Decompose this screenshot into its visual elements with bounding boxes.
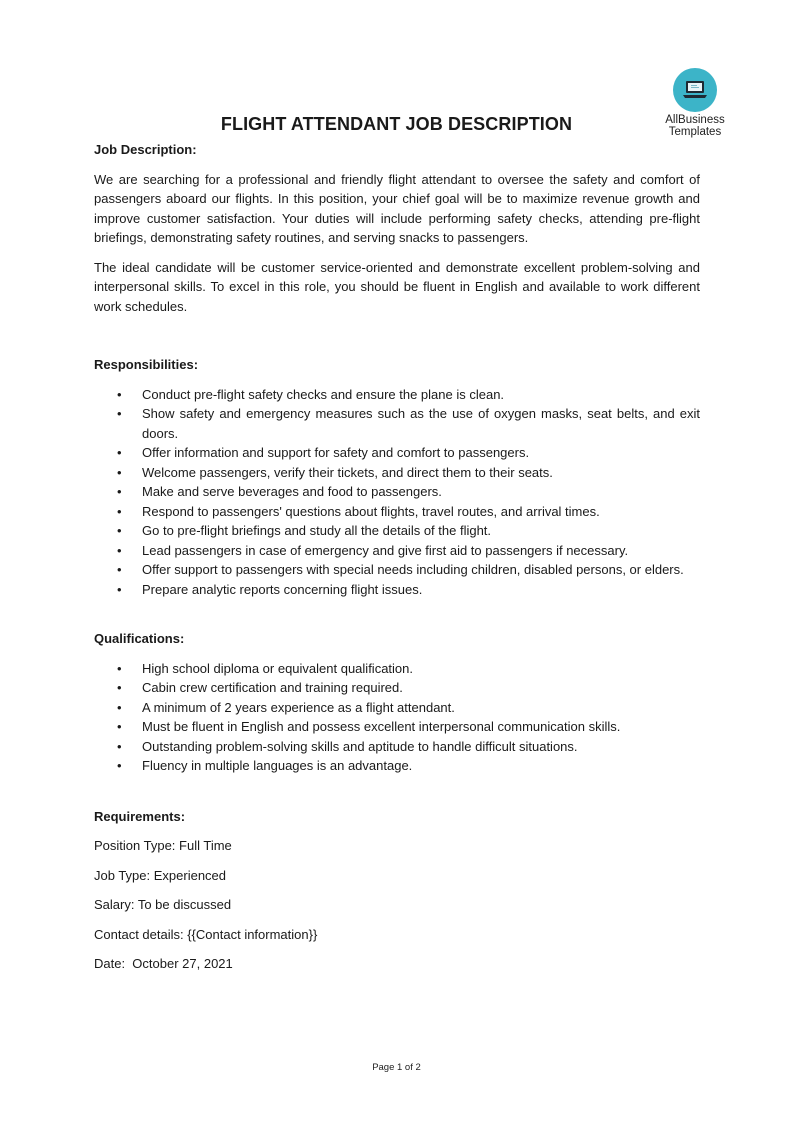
bullet-icon: • [117,699,122,715]
responsibilities-list [94,385,700,600]
laptop-logo-icon [673,68,717,112]
list-item: • Go to pre-flight briefings and study all the details of the flight. [94,521,700,541]
job-type: Job Type: Experienced [94,867,227,883]
bullet-icon: • [117,562,122,577]
bullet-icon: • [117,758,122,773]
bullet-icon: • [117,660,122,676]
list-item: • Conduct pre-flight safety checks and ensure the plane is clean. [94,385,700,405]
list-item: • Show safety and emergency measures such as the use of oxygen masks, seat belts, and exit doors. [117,406,700,441]
bullet-icon: • [117,503,122,519]
list-item: • Cabin crew certification and training required. [94,678,700,698]
list-item: • Welcome passengers, verify their tickets, and direct them to their seats. [94,463,700,483]
bullet-icon: • [117,445,122,460]
date: Date: October 27, 2021 [94,956,233,971]
list-item: • Make and serve beverages and food to passengers. [94,482,700,502]
bullet-icon: • [117,581,122,597]
list-item: • Fluency in multiple languages is an advantage. [94,756,700,776]
bullet-icon: • [117,680,122,695]
list-item: • Respond to passengers' questions about flights, travel routes, and arrival times. [94,502,700,522]
qualifications-heading: Qualifications: [94,631,185,646]
requirements-heading: Requirements: [94,808,186,824]
document-body [94,140,700,974]
logo-line-2: Templates [668,126,722,138]
contact-details: Contact details: {{Contact information}} [94,926,318,942]
bullet-icon: • [117,386,122,402]
position-type: Position Type: Full Time [94,838,232,853]
document-title: FLIGHT ATTENDANT JOB DESCRIPTION [220,114,573,134]
job-description-heading: Job Description: [94,142,197,157]
responsibilities-heading: Responsibilities: [94,357,199,372]
bullet-icon: • [117,523,122,538]
qualifications-list [94,659,700,776]
job-description-paragraph-2: The ideal candidate will be customer service-oriented and demonstrate excellent problem-solving and interpersonal skills. To excel in this role, you should be fluent in English and available to work different work schedules. [94,259,700,314]
list-item: • Must be fluent in English and possess excellent interpersonal communication skills. [94,717,700,737]
page-number: Page 1 of 2 [372,1062,421,1073]
bullet-icon: • [117,406,122,421]
list-item: • A minimum of 2 years experience as a flight attendant. [94,698,700,718]
bullet-icon: • [117,484,122,499]
bullet-icon: • [117,542,122,558]
salary: Salary: To be discussed [94,897,232,912]
bullet-icon: • [117,719,122,734]
bullet-icon: • [117,464,122,480]
list-item: • High school diploma or equivalent qualification. [94,659,700,679]
list-item: • Outstanding problem-solving skills and aptitude to handle difficult situations. [94,737,700,757]
list-item: • Prepare analytic reports concerning flight issues. [94,580,700,600]
bullet-icon: • [117,738,122,754]
list-item: • Lead passengers in case of emergency and give first aid to passengers if necessary. [94,541,700,561]
logo-line-1: AllBusiness [665,114,725,126]
job-description-paragraph-1: We are searching for a professional and friendly flight attendant to oversee the safety and comfort of passengers aboard our flights. In this position, your chief goal will be to maximize revenue growth and improve customer satisfaction. Your duties will include performing safety checks, attending pre-flight briefings, demonstrating safety routines, and serving snacks to passengers. [94,171,700,245]
list-item: • Offer information and support for safety and comfort to passengers. [94,443,700,463]
list-item: • Offer support to passengers with special needs including children, disabled persons, or elders. [94,560,700,580]
